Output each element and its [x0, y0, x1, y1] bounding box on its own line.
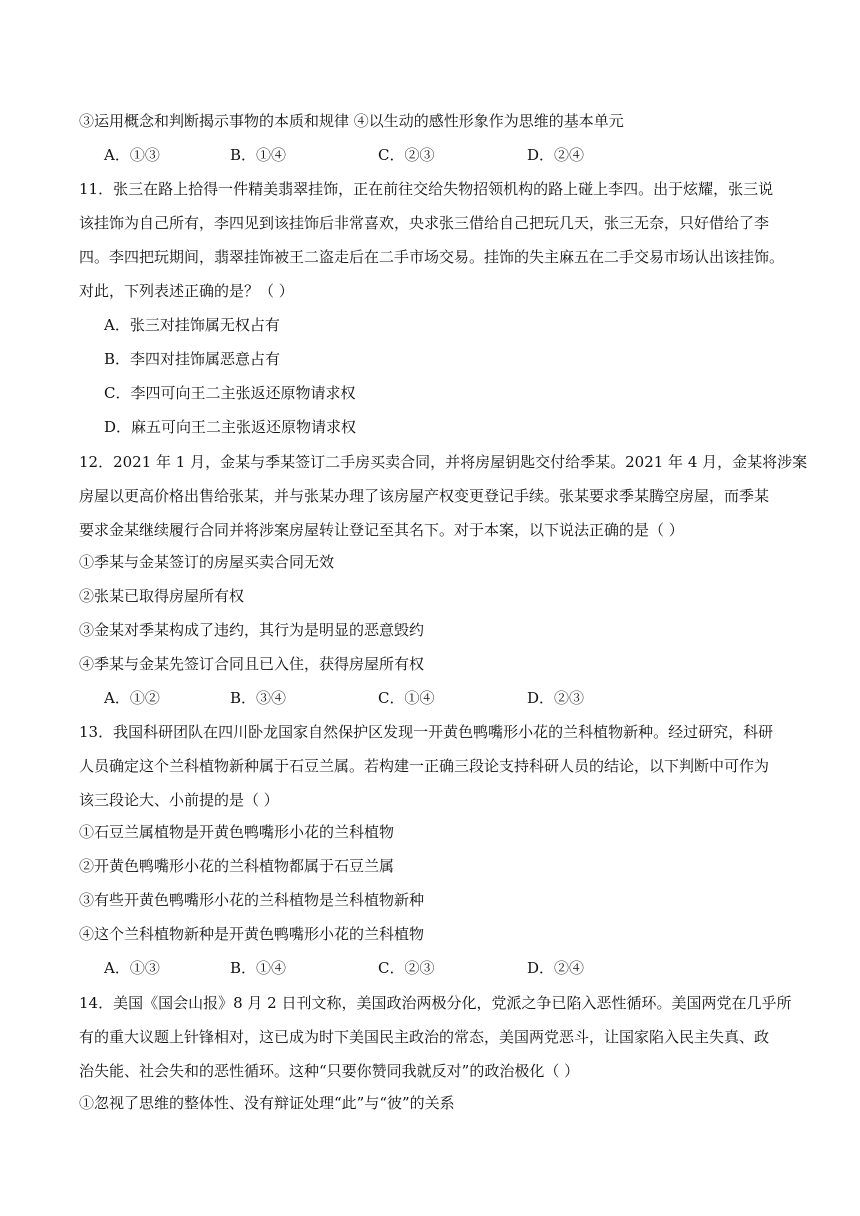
q11-stem-line: 对此，下列表述正确的是？（ ）: [79, 282, 294, 300]
q13-option-a: A．①③: [104, 959, 160, 977]
q11-option-a: A．张三对挂饰属无权占有: [104, 316, 280, 334]
q13-item: ①石豆兰属植物是开黄色鸭嘴形小花的兰科植物: [79, 823, 395, 841]
q12-option-c: C．①④: [378, 689, 435, 707]
q12-item: ①季某与金某签订的房屋买卖合同无效: [79, 553, 335, 571]
q10-option-c: C．②③: [378, 146, 435, 164]
q12-option-a: A．①②: [104, 689, 160, 707]
q14-stem-line: 治失能、社会失和的恶性循环。这种“只要你赞同我就反对”的政治极化（ ）: [79, 1062, 580, 1080]
q10-item-3-4: ③运用概念和判断揭示事物的本质和规律 ④以生动的感性形象作为思维的基本单元: [79, 112, 624, 130]
q13-item: ③有些开黄色鸭嘴形小花的兰科植物是兰科植物新种: [79, 891, 425, 909]
q11-stem-line: 11．张三在路上拾得一件精美翡翠挂饰，正在前往交给失物招领机构的路上碰上李四。出于炫耀，张三说: [79, 180, 774, 198]
q11-option-b: B．李四对挂饰属恶意占有: [104, 350, 281, 368]
q12-item: ②张某已取得房屋所有权: [79, 587, 245, 605]
q13-option-c: C．②③: [378, 959, 435, 977]
q12-stem-line: 要求金某继续履行合同并将涉案房屋转让登记至其名下。对于本案，以下说法正确的是（ ）: [79, 521, 684, 539]
q14-stem-line: 有的重大议题上针锋相对，这已成为时下美国民主政治的常态，美国两党恶斗，让国家陷入民主失真、政: [79, 1028, 770, 1046]
q12-stem-line: 房屋以更高价格出售给张某，并与张某办理了该房屋产权变更登记手续。张某要求季某腾空房屋，而季某: [79, 487, 770, 505]
q13-stem-line: 13．我国科研团队在四川卧龙国家自然保护区发现一开黄色鸭嘴形小花的兰科植物新种。经过研究，科研: [79, 723, 774, 741]
q13-options: [104, 958, 664, 978]
q13-option-d: D．②④: [527, 959, 585, 977]
q12-option-d: D．②③: [527, 689, 585, 707]
q10-options: [104, 145, 664, 165]
q12-options: [104, 688, 664, 708]
q13-stem-line: 人员确定这个兰科植物新种属于石豆兰属。若构建一正确三段论支持科研人员的结论，以下判断中可作为: [79, 757, 770, 775]
q12-item: ③金某对季某构成了违约，其行为是明显的恶意毁约: [79, 621, 425, 639]
q11-stem-line: 四。李四把玩期间，翡翠挂饰被王二盗走后在二手市场交易。挂饰的失主麻五在二手交易市场认出该挂饰。: [79, 248, 785, 266]
q12-stem-line: 12．2021 年 1 月，金某与季某签订二手房买卖合同，并将房屋钥匙交付给季某。2021 年 4 月，金某将涉案: [79, 453, 808, 471]
q10-option-b: B．①④: [230, 146, 287, 164]
q11-option-c: C．李四可向王二主张返还原物请求权: [104, 384, 356, 402]
q11-option-d: D．麻五可向王二主张返还原物请求权: [104, 418, 357, 436]
q11-stem-line: 该挂饰为自己所有，李四见到该挂饰后非常喜欢，央求张三借给自己把玩几天，张三无奈，只好借给了李: [79, 214, 770, 232]
q12-option-b: B．③④: [230, 689, 287, 707]
q12-item: ④季某与金某先签订合同且已入住，获得房屋所有权: [79, 655, 425, 673]
q13-item: ②开黄色鸭嘴形小花的兰科植物都属于石豆兰属: [79, 857, 395, 875]
q13-option-b: B．①④: [230, 959, 287, 977]
q14-stem-line: 14．美国《国会山报》8 月 2 日刊文称，美国政治两极分化，党派之争已陷入恶性循环。美国两党在几乎所: [79, 994, 792, 1012]
q13-item: ④这个兰科植物新种是开黄色鸭嘴形小花的兰科植物: [79, 925, 425, 943]
q14-item: ①忽视了思维的整体性、没有辩证处理“此”与“彼”的关系: [79, 1094, 455, 1112]
q10-option-a: A．①③: [104, 146, 160, 164]
q13-stem-line: 该三段论大、小前提的是（ ）: [79, 791, 279, 809]
q10-option-d: D．②④: [527, 146, 585, 164]
